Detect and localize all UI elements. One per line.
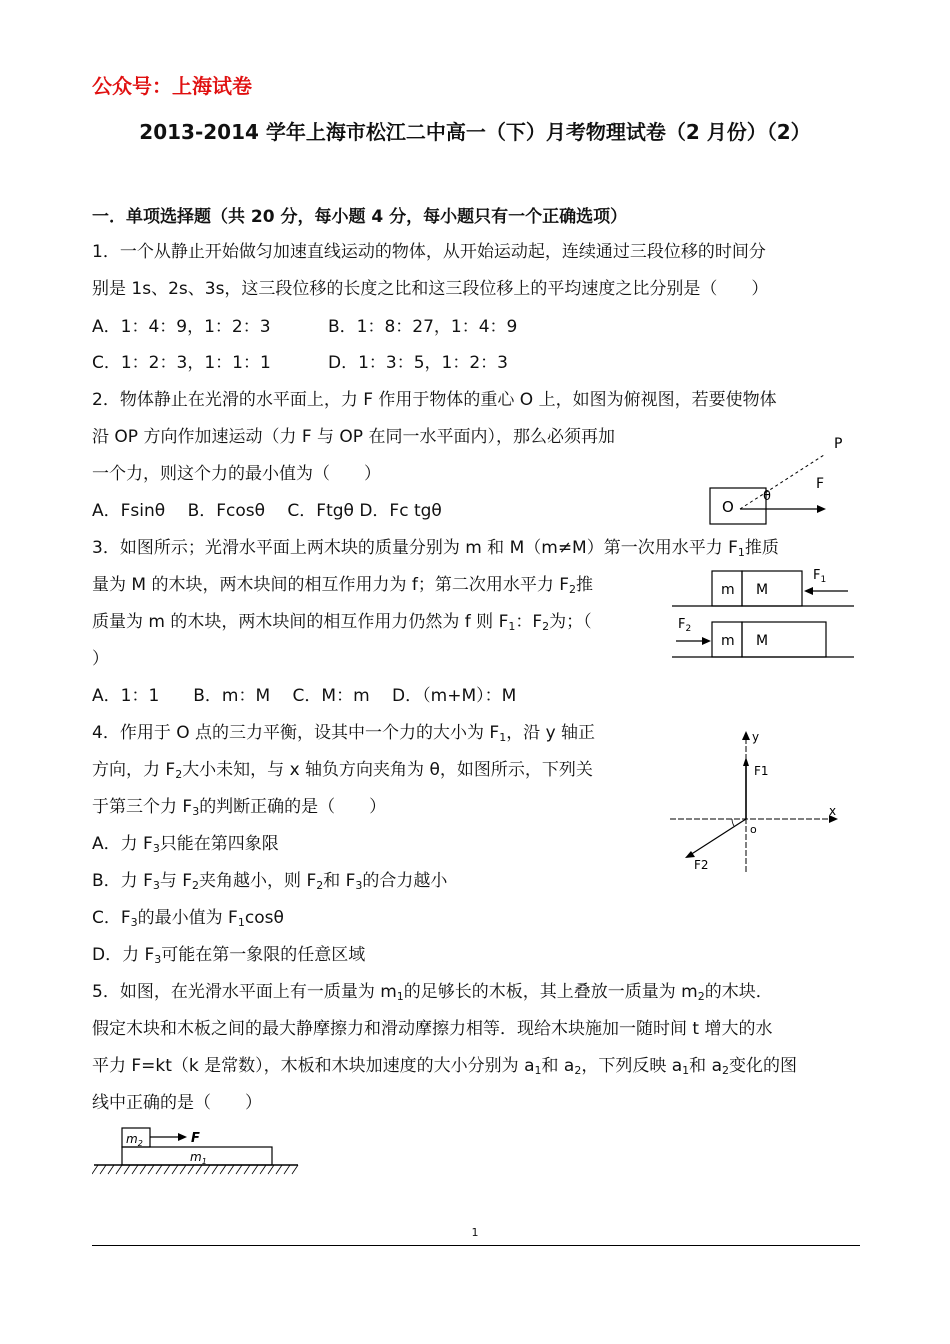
q4-option-d: D．力 $F_3$可能在第一象限的任意区域 (92, 945, 366, 966)
q2-line-2: 沿 OP 方向作加速运动（力 F 与 OP 在同一水平面内），那么必须再加 (92, 427, 615, 447)
q4-option-c: C．$F_3$的最小值为 $F_1\cos\theta$ (92, 908, 284, 929)
q4-label-y: y (752, 730, 760, 744)
q4-option-b: B．力 $F_3$与 $F_2$夹角越小，则 $F_2$和 $F_3$的合力越小 (92, 871, 448, 892)
q1-option-c: C．1：2：3，1：1：1 (92, 353, 271, 373)
q3-label-f2: $F_2$ (678, 617, 692, 634)
page-title: 2013-2014 学年上海市松江二中高一（下）月考物理试卷（2 月份）（2） (139, 120, 811, 144)
q2-op-line (740, 455, 824, 509)
q5-figure (92, 1124, 302, 1180)
q5-force-arrow (178, 1133, 187, 1141)
q3-label-M-2: M (756, 633, 769, 649)
q3-line-4: ） (92, 649, 109, 669)
q4-figure (666, 727, 846, 877)
q3-block-M-2 (742, 622, 826, 657)
q5-ground-hatch (92, 1165, 298, 1174)
q5-label-f: F (191, 1131, 200, 1146)
watermark: 公众号：上海试卷 (92, 74, 252, 98)
q1-option-b: B．1：8：27，1：4：9 (328, 317, 518, 337)
q5-label-m2: $m_2$ (126, 1132, 143, 1148)
q3-block-M-1 (742, 571, 802, 606)
q3-label-m-1: m (721, 582, 735, 598)
q2-force-arrow (817, 505, 826, 513)
q2-options: A．Fsinθ B．Fcosθ C．Ftgθ D．Fc tgθ (92, 501, 442, 521)
q2-line-3: 一个力，则这个力的最小值为（ ） (92, 464, 381, 484)
q5-line-2: 假定木块和木板之间的最大静摩擦力和滑动摩擦力相等．现给木块施加一随时间 t 增大的水 (92, 1019, 773, 1039)
q3-label-m-2: m (721, 633, 735, 649)
q4-line-1: 4．作用于 O 点的三力平衡，设其中一个力的大小为 $F_1$，沿 y 轴正 (92, 723, 596, 744)
q4-label-origin: o (750, 823, 757, 836)
q3-f2-arrow (702, 637, 711, 645)
q5-line-4: 线中正确的是（ ） (92, 1093, 262, 1113)
q3-line-3: 质量为 m 的木块，两木块间的相互作用力仍然为 f 则 $F_1$：$F_2$为；（ (92, 612, 592, 633)
q3-label-M-1: M (756, 582, 769, 598)
q2-figure (700, 430, 860, 530)
q3-options: A．1：1 B．m：M C．M：m D．（m+M）：M (92, 686, 517, 706)
q2-label-theta: θ (763, 489, 771, 504)
q4-angle-arc (732, 819, 734, 826)
page-number: 1 (471, 1226, 479, 1239)
footer-rule (92, 1245, 860, 1246)
q4-label-f2: F2 (694, 858, 709, 872)
q1-line-1: 1．一个从静止开始做匀加速直线运动的物体，从开始运动起，连续通过三段位移的时间分 (92, 242, 766, 262)
q1-option-a: A．1：4：9，1：2：3 (92, 317, 271, 337)
q3-figure (668, 563, 860, 663)
section-heading: 一．单项选择题（共 20 分，每小题 4 分，每小题只有一个正确选项） (92, 207, 628, 227)
q4-option-a: A．力 $F_3$只能在第四象限 (92, 834, 279, 855)
q2-label-f: F (816, 476, 825, 492)
q4-line-2: 方向，力 $F_2$大小未知，与 x 轴负方向夹角为 θ，如图所示，下列关 (92, 760, 593, 781)
q1-option-d: D．1：3：5，1：2：3 (328, 353, 508, 373)
q2-label-o: O (722, 498, 734, 516)
q4-f2-vector (690, 819, 746, 855)
q4-f1-arrow (743, 757, 749, 766)
q4-line-3: 于第三个力 $F_3$的判断正确的是（ ） (92, 797, 387, 818)
q3-line-2: 量为 M 的木块，两木块间的相互作用力为 f；第二次用水平力 $F_2$推 (92, 575, 594, 596)
q3-line-1: 3．如图所示；光滑水平面上两木块的质量分别为 m 和 M（m≠M）第一次用水平力 $F_1$推质 (92, 538, 779, 559)
q1-line-2: 别是 1s、2s、3s，这三段位移的长度之比和这三段位移上的平均速度之比分别是（ ） (92, 279, 769, 299)
q3-f1-arrow (804, 587, 813, 595)
q4-label-f1: F1 (754, 764, 769, 778)
q3-label-f1: $F_1$ (813, 568, 827, 585)
q5-label-m1: $m_1$ (190, 1150, 207, 1166)
q4-y-axis-arrow (742, 731, 750, 740)
q2-line-1: 2．物体静止在光滑的水平面上，力 F 作用于物体的重心 O 上，如图为俯视图，若要使物体 (92, 390, 777, 410)
q5-line-3: 平力 F=kt（k 是常数），木板和木块加速度的大小分别为 $a_1$和 $a_2$，下列反映 $a_1$和 $a_2$变化的图 (92, 1056, 797, 1077)
q2-block (710, 488, 766, 524)
q5-line-1: 5．如图，在光滑水平面上有一质量为 $m_1$的足够长的木板，其上叠放一质量为 $m_2$的木块． (92, 982, 773, 1003)
q2-label-p: P (834, 436, 843, 452)
q4-label-x: x (829, 804, 837, 818)
